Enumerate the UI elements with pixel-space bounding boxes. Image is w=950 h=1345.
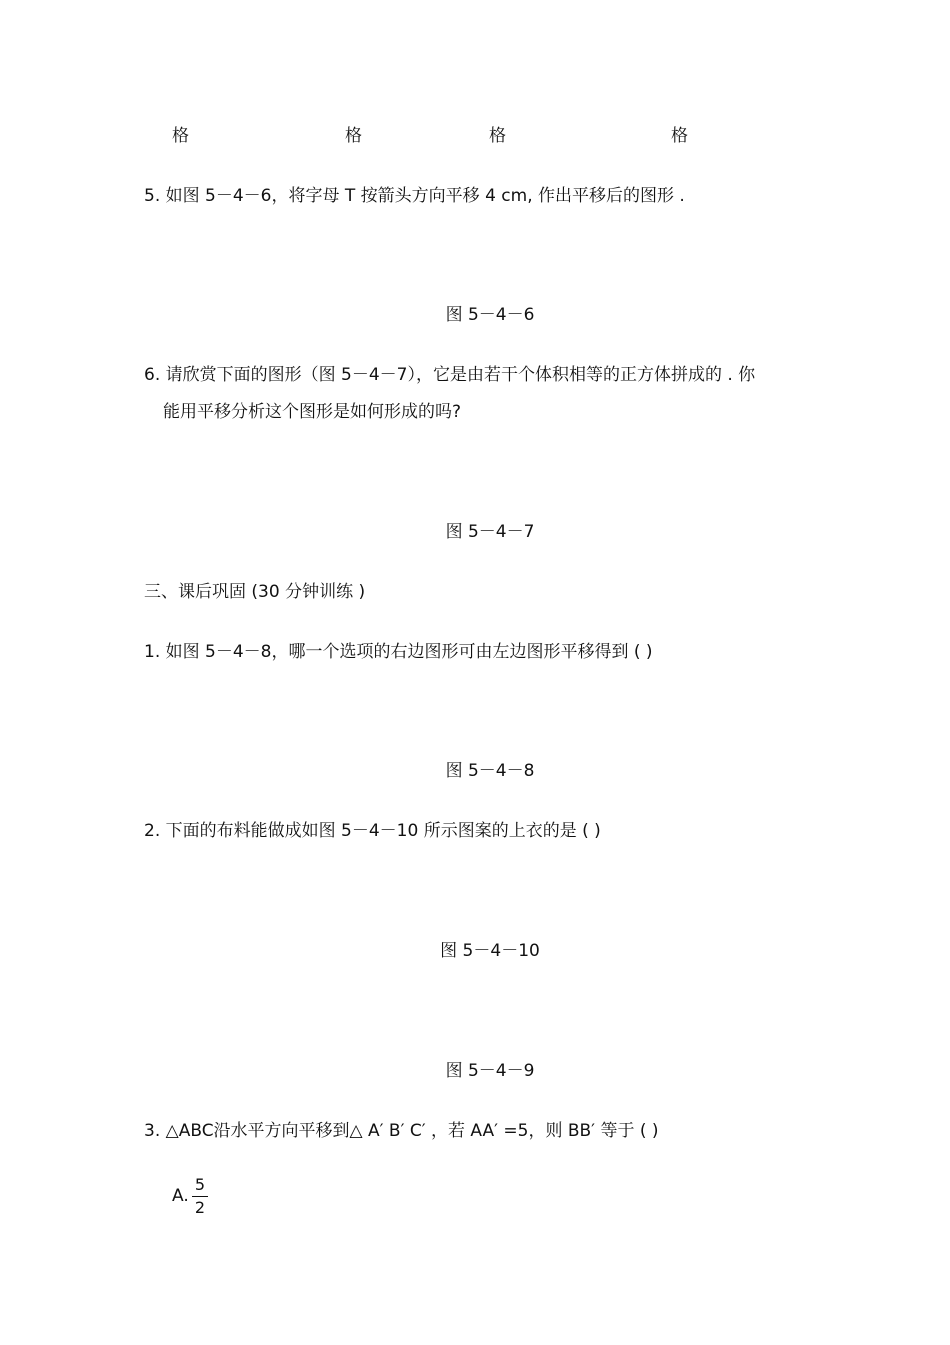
option-a-label: A. [172,1186,189,1206]
question-6-line-2: 能用平移分析这个图形是如何形成的吗? [163,402,462,422]
question-5: 5. 如图 5－4－6，将字母 T 按箭头方向平移 4 cm, 作出平移后的图形 . [144,186,685,206]
fraction-numerator: 5 [194,1175,206,1194]
fraction-denominator: 2 [194,1198,206,1217]
figure-caption-5-4-10: 图 5－4－10 [440,941,540,961]
figure-caption-5-4-9: 图 5－4－9 [445,1061,535,1081]
grid-label: 格 [345,126,362,146]
figure-caption-5-4-8: 图 5－4－8 [445,761,535,781]
figure-caption-5-4-7: 图 5－4－7 [445,522,535,542]
grid-label: 格 [671,126,688,146]
practice-question-1: 1. 如图 5－4－8，哪一个选项的右边图形可由左边图形平移得到 ( ) [144,642,653,662]
practice-question-2: 2. 下面的布料能做成如图 5－4－10 所示图案的上衣的是 ( ) [144,821,601,841]
section-heading: 三、课后巩固 (30 分钟训练 ) [144,582,366,602]
grid-label: 格 [489,126,506,146]
practice-question-3: 3. △ABC沿水平方向平移到△ A′ B′ C′ ，若 AA′ =5，则 BB′ 等于 ( ) [144,1121,659,1141]
option-a-fraction [192,1175,208,1218]
figure-caption-5-4-6: 图 5－4－6 [445,305,535,325]
grid-label: 格 [172,126,189,146]
question-6-line-1: 6. 请欣赏下面的图形（图 5－4－7），它是由若干个体积相等的正方体拼成的 . 你 [144,365,756,385]
fraction-bar [192,1196,208,1197]
